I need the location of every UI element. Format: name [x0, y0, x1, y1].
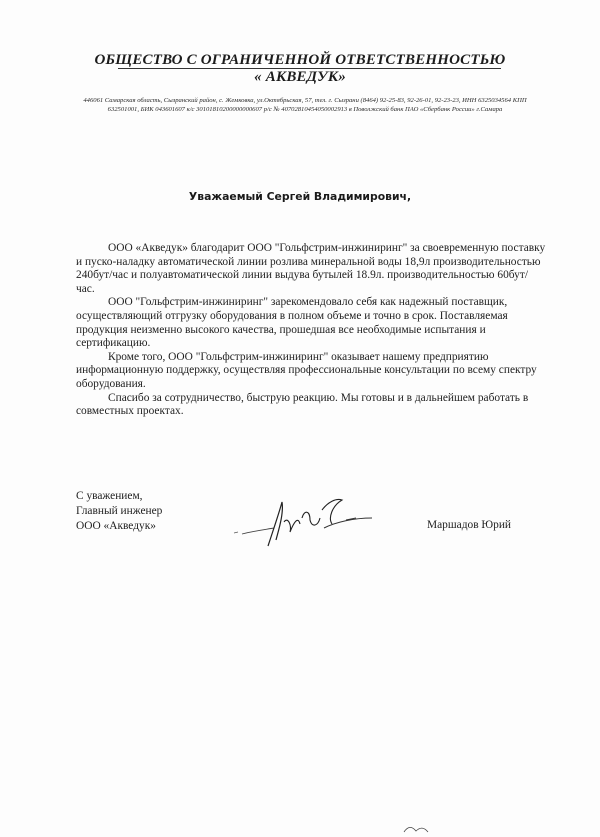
signer-position: Главный инженер — [76, 505, 163, 517]
signature-block — [76, 489, 162, 534]
org-name-line1: ОБЩЕСТВО С ОГРАНИЧЕННОЙ ОТВЕТСТВЕННОСТЬЮ — [94, 52, 506, 68]
scan-mark — [402, 824, 430, 834]
letter-paragraph: Кроме того, ООО "Гольфстрим-инжиниринг" оказывает нашему предприятию информационную поддержку, осуществляя профессиональные консультации по всему спектру оборудования. — [76, 350, 537, 390]
org-name-line2: « АКВЕДУК» — [254, 69, 346, 85]
letter-body — [76, 242, 546, 419]
letter-paragraph: ООО «Акведук» благодарит ООО "Гольфстрим-инжиниринг" за своевременную поставку и пуско-наладку автоматической линии розлива минеральной воды 18,9л производительностью 240бут/час и полуавтоматической линии выдува бутылей 18.9л. производительностью 60бут/час. — [76, 242, 546, 295]
letter-paragraph: Спасибо за сотрудничество, быструю реакцию. Мы готовы и в дальнейшем работать в совместных проектах. — [76, 391, 529, 418]
company-requisites: 446061 Самарская область, Сызранский район, с. Жемковка, ул.Октябрьская, 57, тел. г. Сызрани (8464) 92-25-83, 92-26-01, 92-23-23, ИНН 6325034564 КПП 632501001, БИК 043601607 к/с 30101810200000000607 р/с № 40702810454050002913 в Поволжский банк ПАО «Сбербанк России» г.Самара — [83, 97, 527, 114]
closing-text: С уважением, — [76, 490, 143, 502]
letter-paragraph: ООО "Гольфстрим-инжиниринг" зарекомендовало себя как надежный поставщик, осуществляющий отгрузку оборудования в полном объеме и точно в срок. Поставляемая продукция неизменно высокого качества, прошедшая все необходимые испытания и сертификацию. — [76, 296, 508, 350]
letter-greeting: Уважаемый Сергей Владимирович, — [188, 190, 412, 203]
signer-name: Маршадов Юрий — [427, 519, 512, 531]
handwritten-signature — [232, 488, 382, 558]
signer-company: ООО «Акведук» — [76, 520, 156, 532]
